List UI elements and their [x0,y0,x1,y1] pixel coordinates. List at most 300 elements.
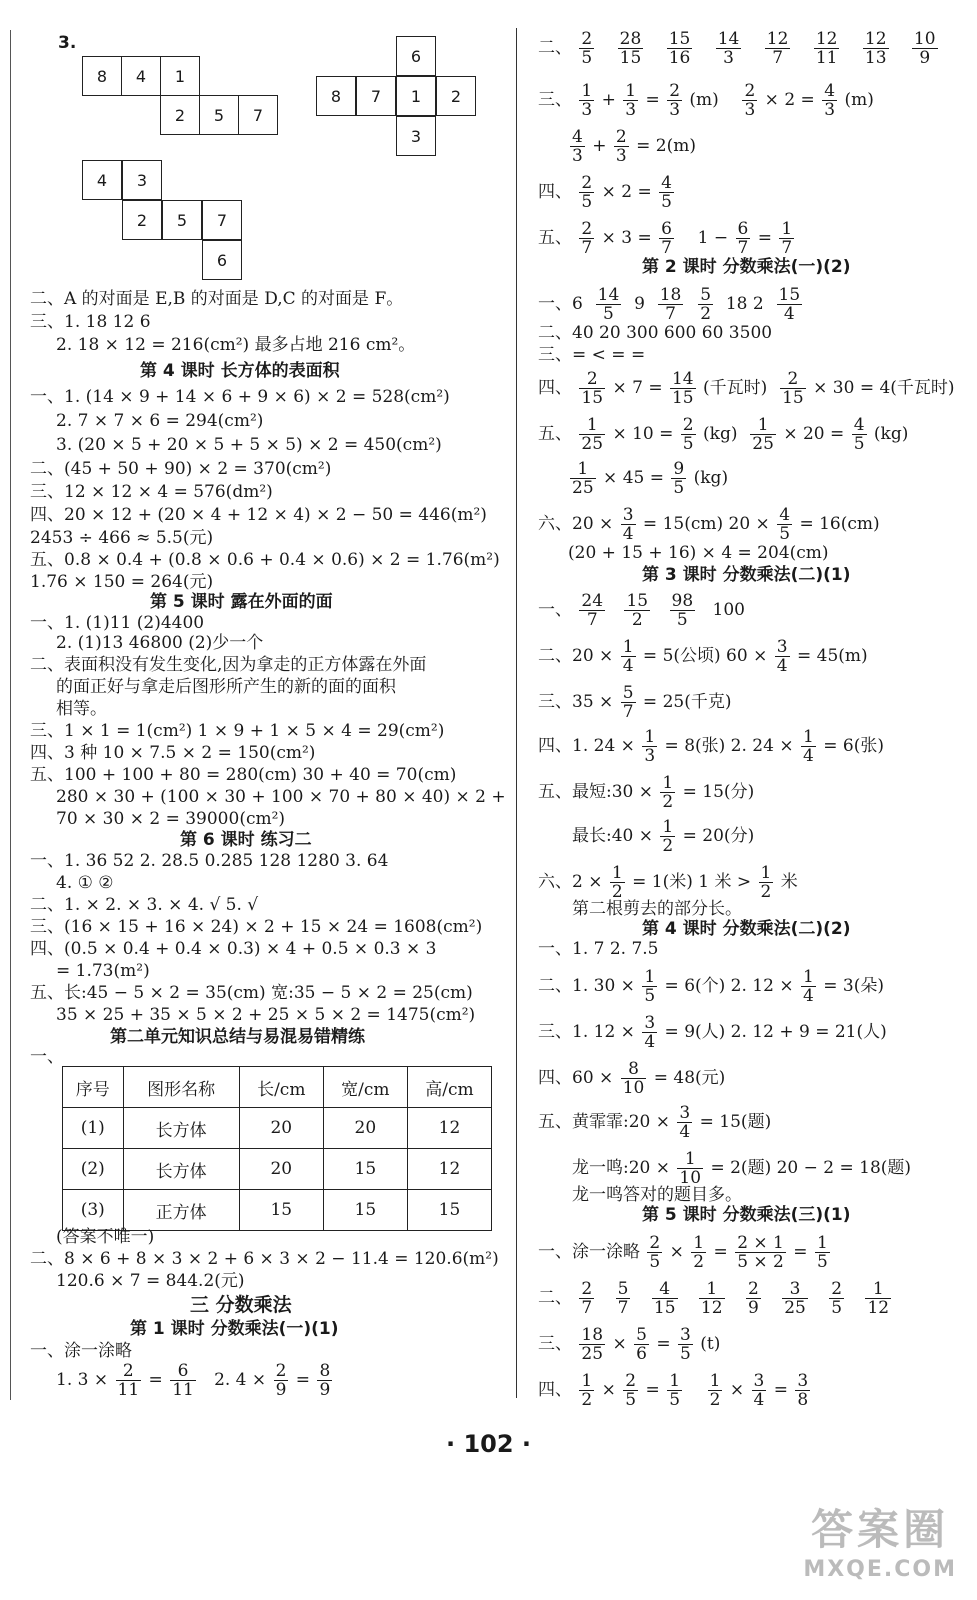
fraction [863,30,889,67]
operator: = [645,90,660,110]
answer-line: 五、0.8 × 0.4 + (0.8 × 0.6 + 0.4 × 0.6) × 2 = 1.76(m²) [30,550,500,570]
denominator: 3 [669,100,681,120]
numerator: 1 [625,81,637,101]
item-label: 三、 [538,90,572,110]
denominator: 13 [864,48,887,68]
operator: = [757,228,772,248]
denominator: 2 [693,1252,705,1272]
numerator: 2 [744,81,756,101]
answer-line [538,174,676,211]
unit: (千瓦时) [703,378,768,398]
answer-line [538,1104,771,1141]
fraction [659,174,674,211]
answer-line: 二、A 的对面是 E,B 的对面是 D,C 的对面是 F。 [30,289,404,309]
fraction [579,220,594,257]
fraction [681,416,696,453]
numerator: 5 [622,683,634,703]
numerator: 3 [753,1371,765,1391]
denominator: 15 [782,388,804,408]
answer-line: 三、12 × 12 × 4 = 576(dm²) [30,482,273,502]
answer-line: 2. (1)13 46800 (2)少一个 [56,633,264,653]
fraction [116,1362,142,1399]
table-cell: 15 [239,1190,323,1231]
expr: 三、35 × [538,692,614,712]
expr: 一、涂一涂略 [538,1242,640,1262]
numerator: 18 [659,285,682,305]
net-cell: 4 [121,56,161,96]
table-row [63,1149,492,1190]
denominator: 5 [669,1390,681,1410]
fraction [667,82,682,119]
denominator: 15 [581,388,604,408]
operator: = [793,1242,808,1262]
fraction [765,30,791,67]
net-cell: 2 [436,76,476,116]
answer-line: 龙一鸣答对的题目多。 [572,1185,742,1205]
numerator: 5 [617,1279,629,1299]
fraction [621,506,636,543]
fraction [660,774,675,811]
numerator: 3 [782,1280,808,1299]
answer-line [538,684,731,721]
denominator: 5 [779,524,791,544]
answer-line [538,864,798,901]
expr: = 15(题) [699,1112,772,1132]
expr: 二、1. 30 × [538,976,635,996]
fraction [677,1104,692,1141]
denominator: 3 [581,100,593,120]
fraction [667,30,693,67]
expr: 五、最短:30 × [538,782,654,802]
denominator: 15 [671,388,694,408]
numerator: 2 × 1 [737,1233,784,1253]
numerator: 2 [581,173,593,193]
fraction [570,460,596,497]
denominator: 6 [636,1344,647,1364]
fraction [624,592,650,629]
net-cell: 7 [202,200,242,240]
denominator: 3 [744,100,756,120]
fraction [642,728,657,765]
value: 一、6 [538,294,583,314]
denominator: 9 [319,1380,331,1400]
fraction [623,82,638,119]
expr: 四、60 × [538,1068,614,1088]
numerator: 2 [682,415,694,435]
answer-line: 2. 18 × 12 = 216(cm²) 最多占地 216 cm²。 [56,335,416,355]
denominator: 2 [611,882,623,902]
numerator: 1 [644,727,656,747]
net-cell: 6 [202,240,242,280]
unit: (kg) [693,468,729,488]
result: = 2(m) [636,136,696,156]
expr: 三、1. 12 × [538,1022,635,1042]
answer-line: = 1.73(m²) [56,961,150,981]
net-cell: 7 [238,95,278,135]
denominator: 5 × 2 [737,1252,784,1272]
fraction [170,1362,196,1399]
fraction [759,864,774,901]
denominator: 7 [781,238,793,258]
answer-line [538,1014,887,1051]
expr: = 5(公顷) 60 × [642,646,768,666]
fraction [777,506,792,543]
fraction [660,818,675,855]
denominator: 3 [824,100,836,120]
operator: = [645,1380,660,1400]
answer-line: 二、40 20 300 600 60 3500 [538,323,773,343]
numerator: 2 [581,219,593,239]
numerator: 15 [626,591,649,611]
answer-line [538,286,804,323]
left-margin-rule [10,30,11,1400]
numerator: 1 [662,773,674,793]
answer-line: 三、1 × 1 = 1(cm²) 1 × 9 + 1 × 5 × 4 = 29(cm²) [30,721,445,741]
numerator: 12 [815,29,838,49]
fraction [670,592,696,629]
numerator: 1 [662,817,674,837]
fraction [742,82,757,119]
denominator: 4 [803,746,814,766]
net-cell: 3 [396,116,436,156]
fraction [716,30,742,67]
value: 9 [634,294,645,314]
numerator: 1 [611,863,623,883]
item-label: 五、 [538,228,572,248]
answer-line [538,82,874,119]
denominator: 9 [747,1298,759,1318]
answer-line [538,774,754,811]
section-heading: 第 6 课时 练习二 [180,830,312,850]
fraction [801,728,816,765]
table-header-row [63,1067,492,1108]
expr: 四、1. 24 × [538,736,635,756]
expr: = 3(朵) [823,976,884,996]
fraction [610,864,625,901]
section-heading: 第 5 课时 分数乘法(三)(1) [642,1205,851,1225]
fraction [691,1234,706,1271]
denominator: 16 [668,48,691,68]
watermark [803,1497,957,1582]
fraction [579,1326,605,1363]
denominator: 4 [753,1390,765,1410]
fraction [777,286,803,323]
item-label: 四、 [538,182,572,202]
fraction [829,1280,844,1317]
table-cell: 12 [407,1149,491,1190]
answer-line [538,1372,812,1409]
numerator: 3 [679,1103,691,1123]
numerator: 1 [644,967,656,987]
numerator: 5 [700,285,712,305]
answer-line: 一、1. 7 2. 7.5 [538,939,659,959]
fraction [698,286,713,323]
denominator: 2 [760,882,772,902]
operator: = [713,1242,728,1262]
denominator: 5 [853,434,865,454]
denominator: 5 [816,1252,828,1272]
fraction [795,1372,810,1409]
numerator: 5 [636,1325,647,1345]
answer-line: 相等。 [56,699,107,719]
answer-line: 35 × 25 + 35 × 5 × 2 + 25 × 5 × 2 = 1475(cm²) [56,1005,476,1025]
fraction [642,1014,657,1051]
expr: 六、2 × [538,872,603,892]
expr: 米 [780,872,798,892]
answer-line: 三、1. 18 12 6 [30,312,151,332]
fraction [623,1372,638,1409]
operator: × [612,1334,627,1354]
fraction [775,638,790,675]
denominator: 4 [622,656,634,676]
numerator: 2 [579,370,605,389]
fraction [735,1234,786,1271]
answer-line: 四、3 种 10 × 7.5 × 2 = 150(cm²) [30,743,316,763]
fraction [634,1326,649,1363]
watermark-url: MXQE.COM [803,1557,957,1582]
net-cell: 5 [199,95,239,135]
operator: 1 − [697,228,729,248]
fraction [822,82,837,119]
answer-line: 四、20 × 12 + (20 × 4 + 12 × 4) × 2 − 50 = 446(m²) [30,505,487,525]
unit: (kg) [873,424,909,444]
numerator: 12 [864,29,887,49]
operator: + [592,136,607,156]
fraction [317,1362,332,1399]
expr: = 9(人) 2. 12 + 9 = 21(人) [664,1022,887,1042]
denominator: 11 [172,1380,194,1400]
answer-line [538,1234,832,1271]
table-cell: 20 [239,1149,323,1190]
denominator: 5 [680,1344,691,1364]
table-header: 图形名称 [123,1067,239,1108]
answer-line: 一、1. 36 52 2. 28.5 0.285 128 1280 3. 64 [30,851,389,871]
operator: × 7 = [612,378,663,398]
operator: × 2 = [601,182,652,202]
item-label: 二、 [538,38,572,58]
answer-line: 70 × 30 × 2 = 39000(cm²) [56,809,286,829]
denominator: 9 [919,48,931,68]
denominator: 7 [772,48,784,68]
table-cell: (2) [63,1149,124,1190]
item-label: 四、 [538,1380,572,1400]
denominator: 5 [676,610,688,630]
answer-line [538,1060,725,1097]
answer-line: 二、(45 + 50 + 90) × 2 = 370(cm²) [30,459,332,479]
denominator: 10 [679,1168,702,1188]
denominator: 8 [797,1390,809,1410]
fraction [736,220,751,257]
q3-label: 3. [58,33,77,53]
answer-line: 的面正好与拿走后图形所产生的新的面的面积 [56,677,396,697]
numerator: 14 [597,285,620,305]
operator: × [729,1380,745,1400]
fraction [579,82,594,119]
numerator: 3 [644,1013,656,1033]
fraction [621,638,636,675]
net-cell: 8 [82,56,122,96]
numerator: 2 [581,29,593,49]
fraction [699,1280,725,1317]
answer-line: 二、8 × 6 + 8 × 3 × 2 + 6 × 3 × 2 − 11.4 = 120.6(m²) [30,1249,499,1269]
expr: = [295,1370,311,1390]
expr: = [148,1370,163,1390]
numerator: 4 [661,173,672,193]
denominator: 7 [617,1298,629,1318]
numerator: 1 [669,1371,681,1391]
table-header: 高/cm [407,1067,491,1108]
numerator: 1 [677,1150,703,1169]
denominator: 5 [581,48,593,68]
table-cell: 15 [407,1190,491,1231]
numerator: 14 [671,369,694,389]
operator: + [601,90,616,110]
answer-line [56,1362,334,1399]
fraction [780,370,806,407]
unit: (m) [844,90,874,110]
table-cell: 20 [323,1108,407,1149]
operator: × 45 = [603,468,664,488]
expr: = 2(题) 20 − 2 = 18(题) [710,1158,912,1178]
denominator: 4 [783,304,795,324]
numerator: 3 [680,1325,691,1345]
operator: = [773,1380,789,1400]
net-cell: 7 [356,76,396,116]
operator: × 2 = [764,90,815,110]
denominator: 7 [661,238,672,258]
section-heading: 第 2 课时 分数乘法(一)(2) [642,257,851,277]
answer-line: 第二根剪去的部分长。 [572,899,742,919]
section-heading: 第 1 课时 分数乘法(一)(1) [130,1319,339,1339]
dimension-table [62,1066,492,1231]
expr: = 16(cm) [799,514,880,534]
table-header: 长/cm [239,1067,323,1108]
fraction [570,128,585,165]
expr: = 45(m) [796,646,868,666]
table-cell: 长方体 [123,1108,239,1149]
denominator: 4 [776,656,788,676]
table-cell: 20 [239,1108,323,1149]
numerator: 2 [615,127,627,147]
fraction [579,1372,594,1409]
fraction [912,30,938,67]
denominator: 5 [649,1252,661,1272]
operator: × 3 = [601,228,652,248]
denominator: 25 [581,1344,604,1364]
numerator: 3 [797,1371,809,1391]
answer-line [538,416,908,453]
expr: 最长:40 × [572,826,654,846]
fraction [621,684,636,721]
table-row [63,1108,492,1149]
fraction [815,1234,830,1271]
section-heading: 第 4 课时 分数乘法(二)(2) [642,919,851,939]
fraction [579,1280,594,1317]
answer-line: 三、(16 × 15 + 16 × 24) × 2 + 15 × 24 = 1608(cm²) [30,917,483,937]
numerator: 4 [824,81,836,101]
fraction [670,370,696,407]
answer-line [538,370,955,407]
answer-line [538,592,745,629]
expr: 1. 3 × [56,1370,109,1390]
fraction [782,1280,808,1317]
fraction [614,128,629,165]
numerator: 1 [581,1371,593,1391]
fraction [642,968,657,1005]
fraction [852,416,867,453]
numerator: 2 [780,370,806,389]
expr: 六、20 × [538,514,614,534]
denominator: 25 [752,434,774,454]
table-cell: 长方体 [123,1149,239,1190]
answer-line [572,1150,911,1187]
expr: = 6(个) 2. 12 × [664,976,794,996]
numerator: 2 [831,1279,843,1299]
fraction [652,1280,678,1317]
answer-line [538,220,796,257]
operator: = [656,1334,671,1354]
answer-line [572,818,754,855]
numerator: 15 [668,29,691,49]
answer-line: 四、(0.5 × 0.4 + 0.4 × 0.3) × 4 + 0.5 × 0.3 × 3 [30,939,437,959]
fraction [746,1280,761,1317]
numerator: 1 [803,727,814,747]
item-label: 三、 [538,1334,572,1354]
numerator: 1 [781,219,793,239]
answer-line: 1.76 × 150 = 264(元) [30,572,214,592]
denominator: 2 [700,304,712,324]
net-cell: 5 [162,200,202,240]
fraction [579,30,594,67]
answer-line: 五、长:45 − 5 × 2 = 35(cm) 宽:35 − 5 × 2 = 25(cm) [30,983,473,1003]
fraction [618,30,644,67]
denominator: 3 [615,146,627,166]
fraction [579,416,605,453]
answer-line: 一、1. (14 × 9 + 14 × 6 + 9 × 6) × 2 = 528(cm²) [30,387,450,407]
denominator: 9 [275,1380,287,1400]
numerator: 98 [671,591,694,611]
answer-line [568,460,728,497]
unit: (m) [689,90,719,110]
numerator: 6 [737,219,749,239]
numerator: 6 [170,1362,196,1381]
denominator: 15 [653,1298,676,1318]
denominator: 5 [682,434,694,454]
numerator: 12 [766,29,789,49]
answer-line [538,1280,893,1317]
denominator: 7 [581,1298,593,1318]
answer-line [538,30,940,67]
denominator: 11 [117,1380,140,1400]
numerator: 9 [673,459,685,479]
answer-line: 一、涂一涂略 [30,1341,132,1361]
section-heading: 第 3 课时 分数乘法(二)(1) [642,565,851,585]
denominator: 25 [572,478,594,498]
answer-line: 120.6 × 7 = 844.2(元) [56,1271,245,1291]
denominator: 5 [603,304,614,324]
denominator: 4 [644,1032,656,1052]
answer-line: 三、= < = = [538,345,646,365]
numerator: 8 [621,1060,647,1079]
column-divider [516,28,517,1398]
expr: = 20(分) [682,826,755,846]
numerator: 3 [776,637,788,657]
item-label: 一、 [538,600,572,620]
table-header: 宽/cm [323,1067,407,1108]
table-row [63,1190,492,1231]
numerator: 6 [661,219,672,239]
fraction [667,1372,682,1409]
